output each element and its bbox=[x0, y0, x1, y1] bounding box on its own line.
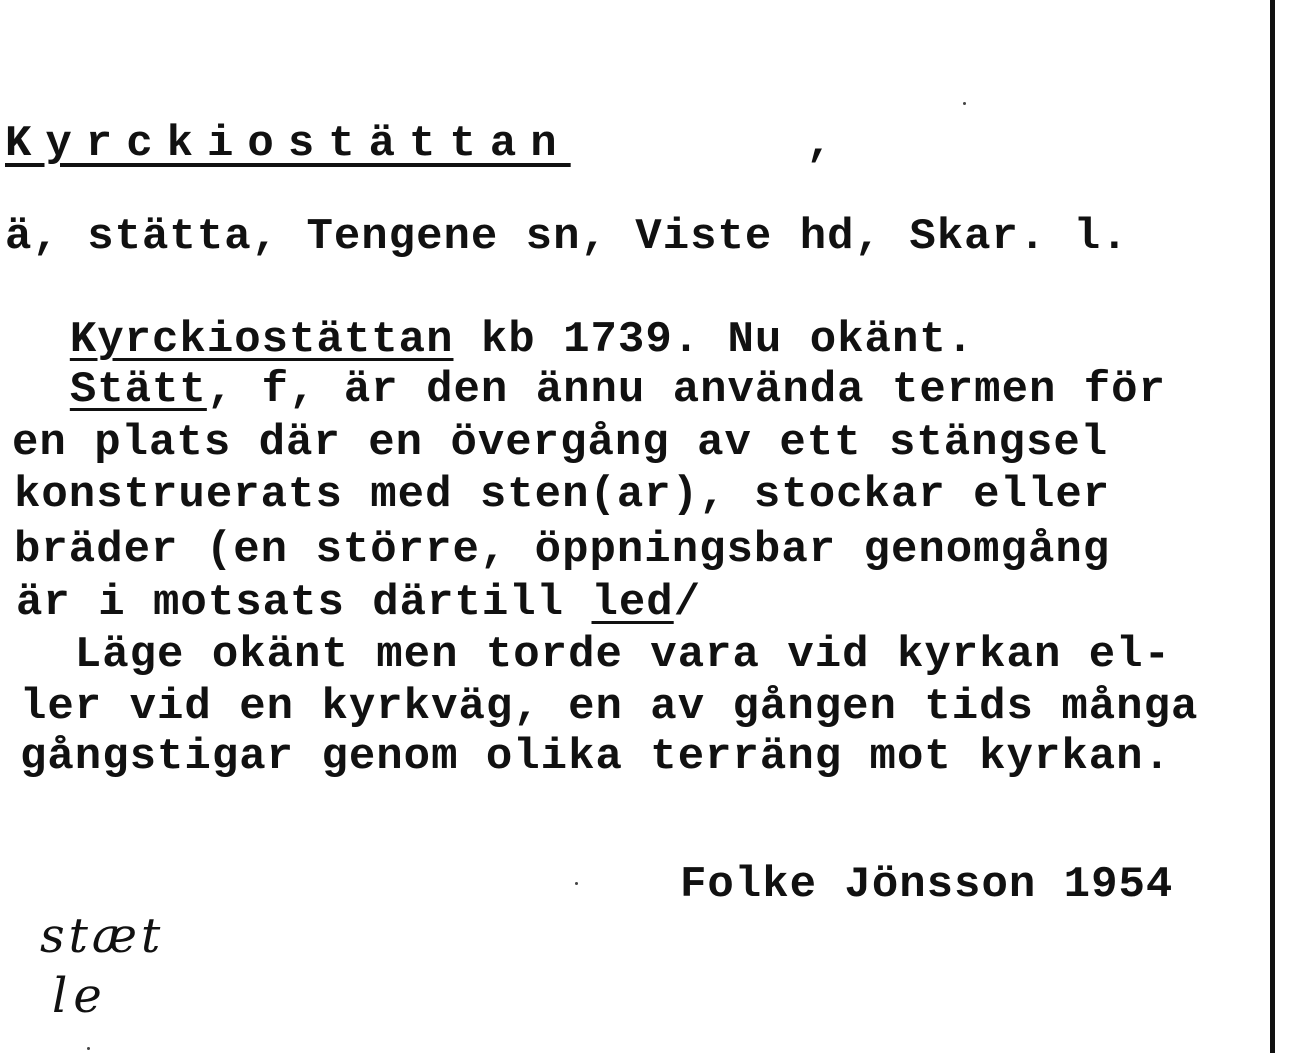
text-line: gångstigar genom olika terräng mot kyrkan. bbox=[20, 732, 1171, 782]
scan-speck bbox=[87, 1047, 90, 1050]
text-line: Stätt, f, är den ännu använda termen för bbox=[69, 365, 1166, 415]
text-line: ler vid en kyrkväg, en av gången tids många bbox=[20, 682, 1199, 732]
scan-speck bbox=[575, 882, 578, 885]
text-line: bräder (en större, öppningsbar genomgång bbox=[14, 525, 1111, 575]
text-line: Läge okänt men torde vara vid kyrkan el- bbox=[20, 630, 1171, 680]
text-line: är i motsats därtill led/ bbox=[16, 578, 702, 628]
signature: Folke Jönsson 1954 bbox=[680, 860, 1174, 910]
text-line: Kyrckiostättan kb 1739. Nu okänt. bbox=[69, 315, 975, 365]
handwritten-note: le bbox=[52, 968, 108, 1024]
handwritten-note: stæt bbox=[40, 908, 165, 964]
text-line: ä, stätta, Tengene sn, Viste hd, Skar. l. bbox=[5, 212, 1129, 262]
text-line: konstruerats med sten(ar), stockar eller bbox=[14, 470, 1111, 520]
headword: Kyrckiostättan bbox=[5, 119, 571, 169]
card-edge-line bbox=[1270, 0, 1275, 1053]
text-line: en plats där en övergång av ett stängsel bbox=[12, 418, 1109, 468]
scan-speck bbox=[963, 102, 966, 105]
headword-punctuation: , bbox=[806, 119, 833, 169]
